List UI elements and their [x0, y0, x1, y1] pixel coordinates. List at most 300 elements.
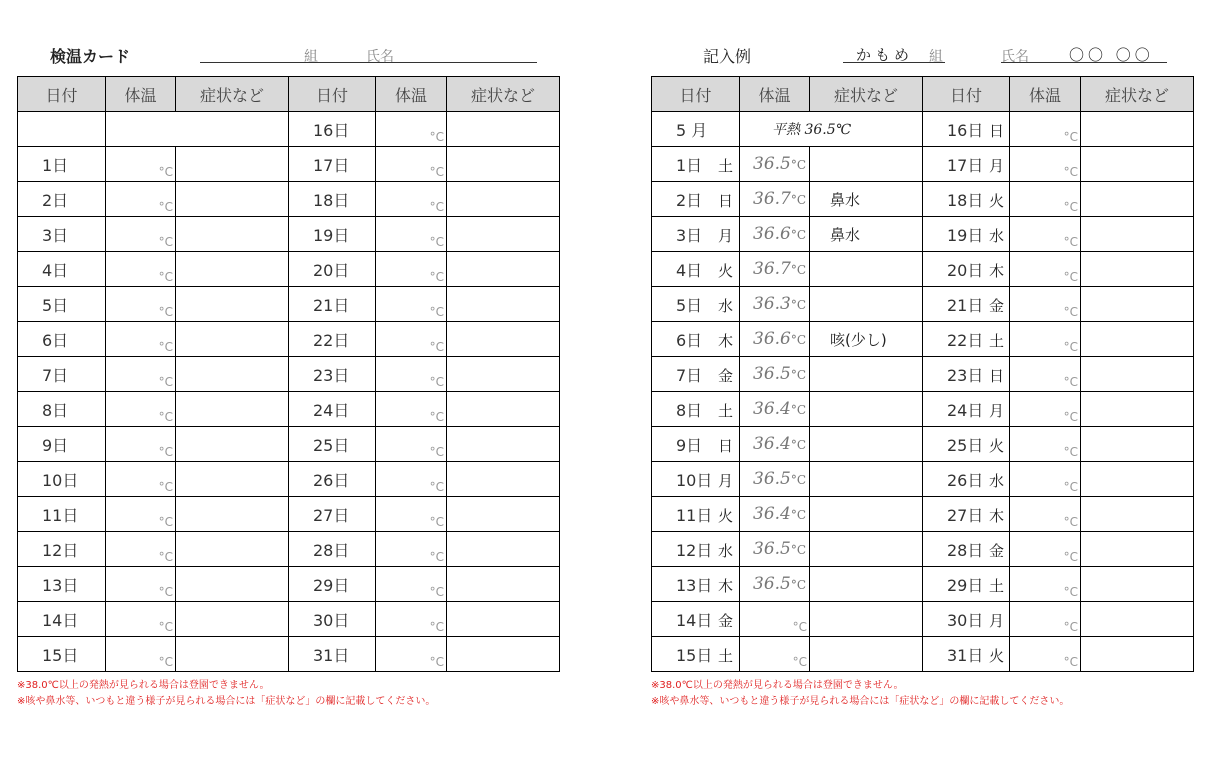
- header-date: 日付: [923, 77, 1010, 112]
- temp-cell[interactable]: [740, 182, 810, 217]
- symptom-cell[interactable]: [176, 357, 289, 392]
- table-row: [18, 602, 560, 637]
- symptom-cell: [810, 252, 923, 287]
- weekday-label: 土: [718, 157, 734, 175]
- temp-cell[interactable]: [376, 427, 447, 462]
- symptom-cell[interactable]: [176, 287, 289, 322]
- symptom-cell: [810, 427, 923, 462]
- symptom-cell: [1081, 497, 1194, 532]
- weekday-label: 日: [718, 437, 734, 455]
- day-label: 26日: [947, 470, 984, 490]
- temp-cell[interactable]: [106, 532, 176, 567]
- symptom-cell[interactable]: [176, 567, 289, 602]
- date-cell: 14日: [18, 602, 106, 637]
- class-value: かもめ: [856, 46, 914, 64]
- day-label: 30日: [947, 610, 984, 630]
- hand-unit: °C: [790, 263, 807, 277]
- day-label: 24日: [947, 400, 984, 420]
- temp-cell[interactable]: [376, 252, 447, 287]
- temp-cell[interactable]: [1010, 532, 1081, 567]
- temp-cell[interactable]: [376, 322, 447, 357]
- weekday-label: 土: [718, 402, 734, 420]
- hand-unit: °C: [790, 473, 807, 487]
- date-cell: [923, 182, 1010, 217]
- celsius-unit: °C: [1063, 655, 1078, 669]
- temp-cell[interactable]: [376, 287, 447, 322]
- celsius-unit: °C: [1063, 445, 1078, 459]
- date-cell: [652, 602, 740, 637]
- date-cell: [923, 147, 1010, 182]
- symptom-cell: [1081, 392, 1194, 427]
- temp-cell[interactable]: [106, 392, 176, 427]
- date-cell: [652, 637, 740, 672]
- day-label: 19日: [947, 225, 984, 245]
- date-cell: 6日: [18, 322, 106, 357]
- celsius-unit: °C: [158, 235, 173, 249]
- header-symptom: 症状など: [447, 77, 560, 112]
- symptom-cell[interactable]: [447, 392, 560, 427]
- day-label: 11日: [676, 505, 713, 525]
- symptom-cell[interactable]: [447, 637, 560, 672]
- table-row: [652, 147, 1194, 182]
- handwritten-temp: 36.5°C: [753, 364, 807, 384]
- celsius-unit: °C: [1063, 620, 1078, 634]
- temp-cell[interactable]: [376, 567, 447, 602]
- symptom-cell[interactable]: [176, 637, 289, 672]
- temp-cell[interactable]: [376, 357, 447, 392]
- symptom-cell: [810, 147, 923, 182]
- header-date: 日付: [289, 77, 376, 112]
- symptom-cell[interactable]: [176, 392, 289, 427]
- table-row: [652, 602, 1194, 637]
- symptom-cell[interactable]: [447, 357, 560, 392]
- hand-unit: °C: [790, 333, 807, 347]
- day-label: 5日: [676, 295, 703, 315]
- date-cell: 22日: [289, 322, 376, 357]
- symptom-cell: [1081, 147, 1194, 182]
- table-row: [18, 427, 560, 462]
- symptom-cell[interactable]: [447, 182, 560, 217]
- symptom-cell[interactable]: [176, 532, 289, 567]
- table-row: [18, 462, 560, 497]
- celsius-unit: °C: [792, 620, 807, 634]
- symptom-cell: [1081, 532, 1194, 567]
- date-cell: 28日: [289, 532, 376, 567]
- date-cell: 5日: [18, 287, 106, 322]
- date-cell: 11日: [18, 497, 106, 532]
- name-label: 氏名: [366, 49, 394, 65]
- temp-cell[interactable]: [740, 462, 810, 497]
- temp-cell[interactable]: [376, 532, 447, 567]
- celsius-unit: °C: [429, 480, 444, 494]
- temp-cell[interactable]: [376, 637, 447, 672]
- day-label: 14日: [676, 610, 713, 630]
- celsius-unit: °C: [158, 200, 173, 214]
- celsius-unit: °C: [429, 620, 444, 634]
- symptom-cell[interactable]: [176, 322, 289, 357]
- temp-cell[interactable]: [106, 427, 176, 462]
- handwritten-temp: 36.4°C: [753, 399, 807, 419]
- table-row: [652, 532, 1194, 567]
- temp-cell[interactable]: [376, 392, 447, 427]
- symptom-cell[interactable]: [176, 182, 289, 217]
- date-cell: 25日: [289, 427, 376, 462]
- table-row: [18, 252, 560, 287]
- date-cell: 16日: [289, 112, 376, 147]
- header-symptom: 症状など: [810, 77, 923, 112]
- temp-cell[interactable]: [1010, 112, 1081, 147]
- table-row: [18, 322, 560, 357]
- temp-cell[interactable]: [106, 637, 176, 672]
- symptom-cell[interactable]: [447, 112, 560, 147]
- celsius-unit: °C: [429, 375, 444, 389]
- hand-unit: °C: [790, 298, 807, 312]
- date-cell: 9日: [18, 427, 106, 462]
- handwritten-temp: 36.5°C: [753, 574, 807, 594]
- date-cell: [923, 357, 1010, 392]
- temp-cell[interactable]: [1010, 182, 1081, 217]
- temp-cell[interactable]: [740, 252, 810, 287]
- merged-empty-cell[interactable]: [106, 112, 289, 147]
- symptom-cell[interactable]: [447, 217, 560, 252]
- weekday-label: 土: [989, 577, 1005, 595]
- celsius-unit: °C: [1063, 200, 1078, 214]
- temperature-table: [17, 76, 560, 672]
- celsius-unit: °C: [158, 165, 173, 179]
- weekday-label: 火: [989, 437, 1005, 455]
- table-row: [18, 287, 560, 322]
- weekday-label: 火: [989, 192, 1005, 210]
- note-fever: ※38.0℃以上の発熱が見られる場合は登園できません。: [651, 680, 904, 691]
- date-cell: [923, 252, 1010, 287]
- handwritten-temp: 36.7°C: [753, 189, 807, 209]
- hand-unit: °C: [790, 438, 807, 452]
- date-cell: 20日: [289, 252, 376, 287]
- day-label: 15日: [676, 645, 713, 665]
- temp-cell[interactable]: [1010, 287, 1081, 322]
- day-label: 23日: [947, 365, 984, 385]
- table-row: [652, 252, 1194, 287]
- handwritten-temp: 36.3°C: [753, 294, 807, 314]
- weekday-label: 金: [989, 297, 1005, 315]
- date-cell: [652, 427, 740, 462]
- symptom-cell[interactable]: [447, 322, 560, 357]
- date-cell: [923, 637, 1010, 672]
- month-cell: 5 月: [652, 112, 740, 147]
- temp-cell[interactable]: [740, 217, 810, 252]
- temp-cell[interactable]: [740, 532, 810, 567]
- symptom-cell: [1081, 602, 1194, 637]
- temp-cell[interactable]: [740, 287, 810, 322]
- hand-unit: °C: [790, 508, 807, 522]
- day-label: 3日: [676, 225, 703, 245]
- weekday-label: 日: [989, 367, 1005, 385]
- celsius-unit: °C: [1063, 550, 1078, 564]
- date-cell: 12日: [18, 532, 106, 567]
- table-row: [652, 322, 1194, 357]
- day-label: 1日: [676, 155, 703, 175]
- date-cell: [923, 462, 1010, 497]
- temp-cell[interactable]: [106, 147, 176, 182]
- date-cell: 23日: [289, 357, 376, 392]
- table-row: [652, 112, 1194, 147]
- weekday-label: 水: [718, 542, 734, 560]
- notes: [651, 678, 1194, 710]
- date-cell: 24日: [289, 392, 376, 427]
- date-cell: 27日: [289, 497, 376, 532]
- temp-cell[interactable]: [376, 462, 447, 497]
- celsius-unit: °C: [1063, 585, 1078, 599]
- symptom-cell[interactable]: [176, 217, 289, 252]
- table-row: [18, 567, 560, 602]
- temp-cell[interactable]: [740, 147, 810, 182]
- symptom-cell: [810, 357, 923, 392]
- handwritten-temp: 36.5°C: [753, 469, 807, 489]
- hand-unit: °C: [790, 403, 807, 417]
- day-label: 6日: [676, 330, 703, 350]
- table-row: [652, 497, 1194, 532]
- weekday-label: 月: [989, 612, 1005, 630]
- symptom-cell[interactable]: [176, 497, 289, 532]
- temp-cell[interactable]: [106, 252, 176, 287]
- day-label: 4日: [676, 260, 703, 280]
- date-cell: 31日: [289, 637, 376, 672]
- symptom-cell[interactable]: [447, 427, 560, 462]
- symptom-cell: [810, 497, 923, 532]
- temp-cell[interactable]: [1010, 357, 1081, 392]
- celsius-unit: °C: [429, 550, 444, 564]
- date-cell: 10日: [18, 462, 106, 497]
- date-cell: [652, 252, 740, 287]
- temp-cell[interactable]: [106, 182, 176, 217]
- note-symptom: ※咳や鼻水等、いつもと違う様子が見られる場合には「症状など」の欄に記載してください。: [17, 696, 436, 707]
- temp-cell[interactable]: [376, 147, 447, 182]
- table-row: [652, 567, 1194, 602]
- weekday-label: 金: [718, 367, 734, 385]
- table-row: [18, 532, 560, 567]
- header-temp: 体温: [106, 77, 176, 112]
- celsius-unit: °C: [1063, 235, 1078, 249]
- symptom-cell[interactable]: [447, 252, 560, 287]
- temp-cell[interactable]: [1010, 392, 1081, 427]
- day-label: 9日: [676, 435, 703, 455]
- symptom-cell: [810, 532, 923, 567]
- date-cell: 19日: [289, 217, 376, 252]
- symptom-cell[interactable]: [176, 602, 289, 637]
- table-row: [18, 112, 560, 147]
- date-cell: [652, 497, 740, 532]
- temp-cell[interactable]: [106, 322, 176, 357]
- date-cell: [923, 427, 1010, 462]
- table-row: [18, 217, 560, 252]
- table-row: [18, 147, 560, 182]
- date-cell: [923, 322, 1010, 357]
- symptom-cell: [1081, 112, 1194, 147]
- weekday-label: 水: [718, 297, 734, 315]
- date-cell: [18, 112, 106, 147]
- date-cell: [923, 602, 1010, 637]
- symptom-cell[interactable]: [176, 147, 289, 182]
- weekday-label: 月: [989, 157, 1005, 175]
- weekday-label: 日: [989, 122, 1005, 140]
- temp-cell[interactable]: [1010, 217, 1081, 252]
- hand-unit: °C: [790, 368, 807, 382]
- symptom-cell[interactable]: [447, 602, 560, 637]
- celsius-unit: °C: [158, 620, 173, 634]
- day-label: 10日: [676, 470, 713, 490]
- header-temp: 体温: [1010, 77, 1081, 112]
- temp-cell[interactable]: [106, 357, 176, 392]
- temp-cell[interactable]: [1010, 462, 1081, 497]
- table-row: [652, 462, 1194, 497]
- date-cell: 26日: [289, 462, 376, 497]
- date-cell: [652, 532, 740, 567]
- celsius-unit: °C: [158, 305, 173, 319]
- date-cell: [652, 462, 740, 497]
- weekday-label: 水: [989, 227, 1005, 245]
- header-symptom: 症状など: [1081, 77, 1194, 112]
- celsius-unit: °C: [1063, 480, 1078, 494]
- header-date: 日付: [18, 77, 106, 112]
- day-label: 22日: [947, 330, 984, 350]
- date-cell: 21日: [289, 287, 376, 322]
- hand-unit: °C: [790, 543, 807, 557]
- date-cell: 2日: [18, 182, 106, 217]
- day-label: 18日: [947, 190, 984, 210]
- temp-cell[interactable]: [740, 602, 810, 637]
- example-temperature-table: [651, 76, 1194, 672]
- day-label: 20日: [947, 260, 984, 280]
- temp-cell[interactable]: [740, 322, 810, 357]
- weekday-label: 木: [718, 332, 734, 350]
- hand-unit: °C: [790, 158, 807, 172]
- temp-cell[interactable]: [1010, 567, 1081, 602]
- symptom-cell[interactable]: [447, 287, 560, 322]
- table-row: [652, 217, 1194, 252]
- temp-cell[interactable]: [740, 427, 810, 462]
- celsius-unit: °C: [1063, 375, 1078, 389]
- date-cell: [923, 532, 1010, 567]
- weekday-label: 火: [989, 647, 1005, 665]
- day-label: 29日: [947, 575, 984, 595]
- header-temp: 体温: [740, 77, 810, 112]
- date-cell: [923, 567, 1010, 602]
- day-label: 2日: [676, 190, 703, 210]
- note-symptom: ※咳や鼻水等、いつもと違う様子が見られる場合には「症状など」の欄に記載してください。: [651, 696, 1070, 707]
- temp-cell[interactable]: [1010, 147, 1081, 182]
- temp-cell[interactable]: [376, 112, 447, 147]
- temp-cell[interactable]: [1010, 427, 1081, 462]
- symptom-cell: [810, 602, 923, 637]
- symptom-cell: [1081, 567, 1194, 602]
- temp-cell[interactable]: [376, 182, 447, 217]
- temp-cell[interactable]: [376, 217, 447, 252]
- date-cell: [652, 287, 740, 322]
- temp-cell[interactable]: [106, 217, 176, 252]
- celsius-unit: °C: [792, 655, 807, 669]
- temp-cell[interactable]: [740, 392, 810, 427]
- blank-card: [17, 0, 560, 710]
- celsius-unit: °C: [429, 235, 444, 249]
- weekday-label: 木: [989, 262, 1005, 280]
- day-label: 16日: [947, 120, 984, 140]
- symptom-cell[interactable]: [447, 462, 560, 497]
- temp-cell[interactable]: [740, 497, 810, 532]
- weekday-label: 木: [718, 577, 734, 595]
- table-row: [18, 637, 560, 672]
- symptom-cell[interactable]: [176, 462, 289, 497]
- celsius-unit: °C: [158, 480, 173, 494]
- table-row: [652, 392, 1194, 427]
- hand-unit: °C: [790, 228, 807, 242]
- temp-cell[interactable]: [740, 567, 810, 602]
- temp-cell[interactable]: [106, 602, 176, 637]
- day-label: 28日: [947, 540, 984, 560]
- symptom-cell[interactable]: [447, 532, 560, 567]
- weekday-label: 土: [718, 647, 734, 665]
- temp-cell[interactable]: [376, 602, 447, 637]
- temp-cell[interactable]: [1010, 252, 1081, 287]
- temp-cell[interactable]: [376, 497, 447, 532]
- day-label: 31日: [947, 645, 984, 665]
- symptom-cell[interactable]: [447, 147, 560, 182]
- temp-cell[interactable]: [1010, 497, 1081, 532]
- table-row: [18, 497, 560, 532]
- date-cell: [923, 217, 1010, 252]
- weekday-label: 金: [989, 542, 1005, 560]
- day-label: 25日: [947, 435, 984, 455]
- symptom-cell[interactable]: [447, 497, 560, 532]
- celsius-unit: °C: [429, 445, 444, 459]
- celsius-unit: °C: [1063, 515, 1078, 529]
- symptom-cell: [810, 462, 923, 497]
- celsius-unit: °C: [429, 515, 444, 529]
- notes: [17, 678, 560, 710]
- day-label: 17日: [947, 155, 984, 175]
- date-cell: 30日: [289, 602, 376, 637]
- date-cell: [923, 392, 1010, 427]
- temp-cell[interactable]: [106, 497, 176, 532]
- day-label: 12日: [676, 540, 713, 560]
- day-label: 8日: [676, 400, 703, 420]
- celsius-unit: °C: [1063, 410, 1078, 424]
- temp-cell[interactable]: [1010, 322, 1081, 357]
- handwritten-temp: 36.4°C: [753, 504, 807, 524]
- temp-cell[interactable]: [1010, 637, 1081, 672]
- temp-cell[interactable]: [106, 287, 176, 322]
- temp-cell[interactable]: [106, 462, 176, 497]
- temp-cell[interactable]: [740, 357, 810, 392]
- day-label: 7日: [676, 365, 703, 385]
- temp-cell[interactable]: [740, 637, 810, 672]
- symptom-cell[interactable]: [447, 567, 560, 602]
- symptom-cell[interactable]: [176, 252, 289, 287]
- symptom-cell: 鼻水: [810, 182, 923, 217]
- date-cell: [652, 322, 740, 357]
- handwritten-temp: 36.6°C: [753, 224, 807, 244]
- symptom-cell: 咳(少し): [810, 322, 923, 357]
- table-row: [18, 357, 560, 392]
- temp-cell[interactable]: [1010, 602, 1081, 637]
- date-cell: 17日: [289, 147, 376, 182]
- hand-unit: °C: [790, 578, 807, 592]
- example-title: 記入例: [703, 47, 752, 66]
- temp-cell[interactable]: [106, 567, 176, 602]
- celsius-unit: °C: [1063, 165, 1078, 179]
- symptom-cell: [1081, 357, 1194, 392]
- weekday-label: 日: [718, 192, 734, 210]
- symptom-cell[interactable]: [176, 427, 289, 462]
